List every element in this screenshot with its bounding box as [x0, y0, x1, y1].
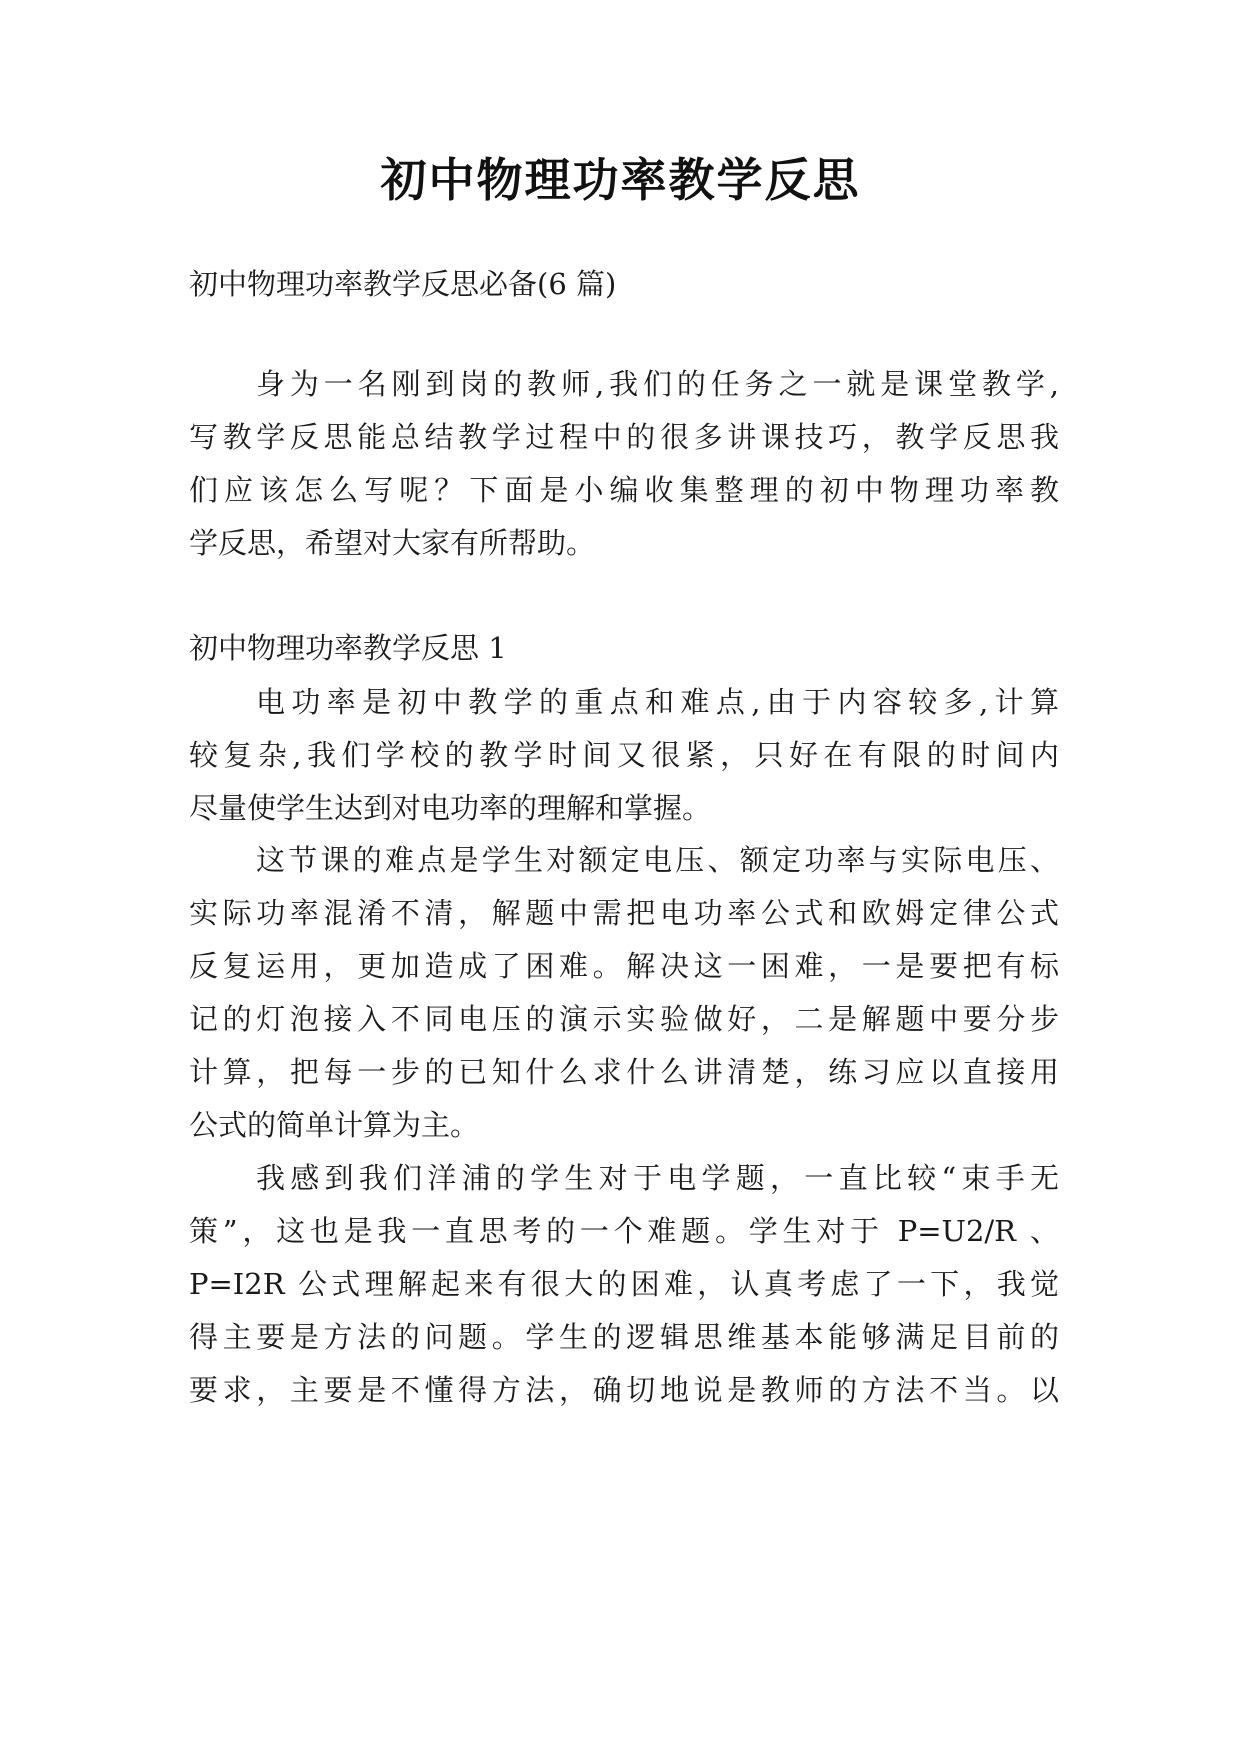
paragraph-line: P=I2R 公式理解起来有很大的困难，认真考虑了一下，我觉 — [189, 1267, 1059, 1301]
intro-line: 学反思，希望对大家有所帮助。 — [189, 526, 596, 560]
paragraph-line: 计算，把每一步的已知什么求什么讲清楚，练习应以直接用 — [189, 1055, 1059, 1089]
paragraph-line: 较复杂,我们学校的教学时间又很紧，只好在有限的时间内 — [189, 738, 1059, 772]
paragraph-line: 尽量使学生达到对电功率的理解和掌握。 — [189, 791, 712, 825]
paragraph-line: 策”，这也是我一直思考的一个难题。学生对于 P=U2/R 、 — [189, 1214, 1059, 1248]
section-heading: 初中物理功率教学反思 1 — [189, 631, 507, 665]
paragraph-line: 实际功率混淆不清，解题中需把电功率公式和欧姆定律公式 — [189, 896, 1059, 930]
document-title: 初中物理功率教学反思 — [380, 153, 861, 207]
paragraph-line: 反复运用，更加造成了困难。解决这一困难，一是要把有标 — [189, 949, 1059, 983]
intro-line: 写教学反思能总结教学过程中的很多讲课技巧，教学反思我 — [189, 420, 1059, 454]
intro-line: 们应该怎么写呢？下面是小编收集整理的初中物理功率教 — [189, 473, 1059, 507]
paragraph-line: 得主要是方法的问题。学生的逻辑思维基本能够满足目前的 — [189, 1320, 1059, 1354]
paragraph-line: 这节课的难点是学生对额定电压、额定功率与实际电压、 — [256, 843, 1059, 877]
paragraph-line: 我感到我们洋浦的学生对于电学题，一直比较“束手无 — [256, 1161, 1059, 1195]
intro-line: 身为一名刚到岗的教师,我们的任务之一就是课堂教学, — [256, 367, 1059, 401]
paragraph-line: 要求，主要是不懂得方法，确切地说是教师的方法不当。以 — [189, 1373, 1059, 1407]
paragraph-line: 记的灯泡接入不同电压的演示实验做好，二是解题中要分步 — [189, 1002, 1059, 1036]
paragraph-line: 电功率是初中教学的重点和难点,由于内容较多,计算 — [256, 685, 1059, 719]
document-subtitle: 初中物理功率教学反思必备(6 篇) — [189, 267, 617, 301]
paragraph-line: 公式的简单计算为主。 — [189, 1108, 480, 1142]
